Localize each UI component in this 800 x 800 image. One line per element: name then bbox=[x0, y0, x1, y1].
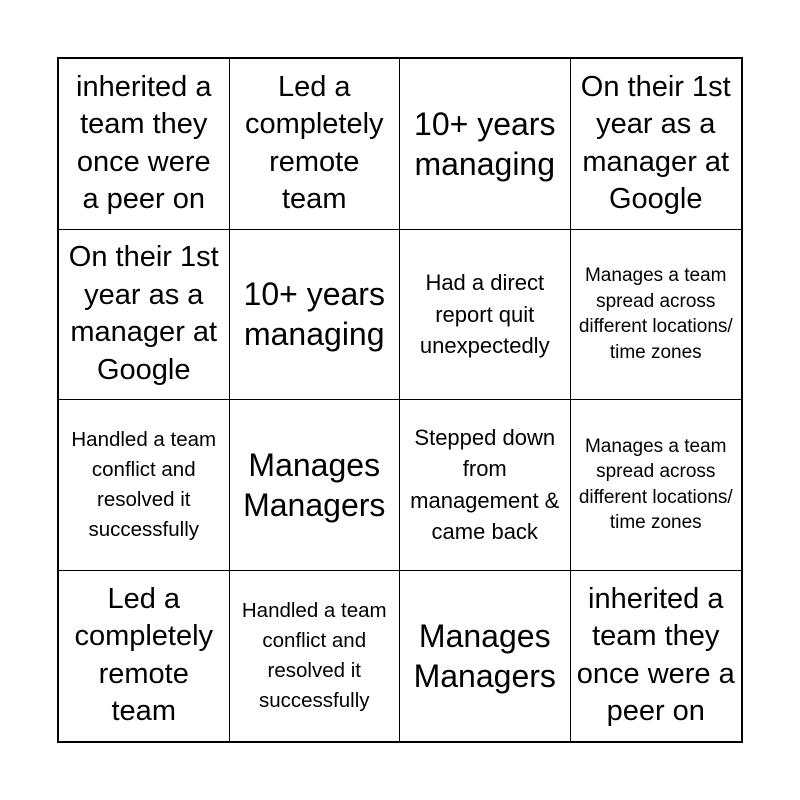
bingo-cell-text: Handled a team conflict and resolved it successfully bbox=[241, 598, 387, 712]
bingo-cell-text: Led a completely remote team bbox=[74, 582, 214, 728]
bingo-board bbox=[57, 57, 743, 743]
bingo-cell-text: 10+ years managing bbox=[414, 105, 556, 182]
bingo-cell-r1c1[interactable] bbox=[59, 59, 230, 230]
bingo-cell-r3c3[interactable] bbox=[400, 400, 571, 571]
bingo-cell-r3c1[interactable] bbox=[59, 400, 230, 571]
bingo-cell-text: Manages Managers bbox=[243, 446, 386, 523]
bingo-cell-text: Manages a team spread across different locations/ time zones bbox=[578, 265, 733, 363]
bingo-cell-r2c3[interactable] bbox=[400, 230, 571, 401]
bingo-cell-text: Manages Managers bbox=[413, 617, 556, 694]
bingo-cell-text: Handled a team conflict and resolved it successfully bbox=[71, 427, 217, 541]
bingo-cell-r4c3[interactable] bbox=[400, 571, 571, 742]
bingo-cell-text: Manages a team spread across different locations/ time zones bbox=[578, 435, 733, 534]
bingo-cell-text: 10+ years managing bbox=[243, 276, 385, 353]
bingo-cell-text: inherited a team they once were a peer on bbox=[576, 582, 735, 728]
bingo-cell-r1c3[interactable] bbox=[400, 59, 571, 230]
bingo-cell-r1c4[interactable] bbox=[571, 59, 742, 230]
bingo-cell-text: inherited a team they once were a peer on bbox=[76, 70, 212, 216]
bingo-cell-r2c4[interactable] bbox=[571, 230, 742, 401]
bingo-cell-text: On their 1st year as a manager at Google bbox=[68, 241, 219, 386]
bingo-cell-r4c4[interactable] bbox=[571, 571, 742, 742]
bingo-cell-r4c2[interactable] bbox=[230, 571, 401, 742]
bingo-cell-text: On their 1st year as a manager at Google bbox=[580, 70, 731, 216]
bingo-cell-r4c1[interactable] bbox=[59, 571, 230, 742]
bingo-cell-text: Had a direct report quit unexpectedly bbox=[419, 270, 550, 358]
bingo-cell-r3c2[interactable] bbox=[230, 400, 401, 571]
bingo-cell-r3c4[interactable] bbox=[571, 400, 742, 571]
bingo-cell-r1c2[interactable] bbox=[230, 59, 401, 230]
bingo-cell-r2c1[interactable] bbox=[59, 230, 230, 401]
bingo-cell-r2c2[interactable] bbox=[230, 230, 401, 401]
bingo-cell-text: Led a completely remote team bbox=[244, 70, 384, 216]
bingo-cell-text: Stepped down from management & came back bbox=[410, 424, 560, 545]
